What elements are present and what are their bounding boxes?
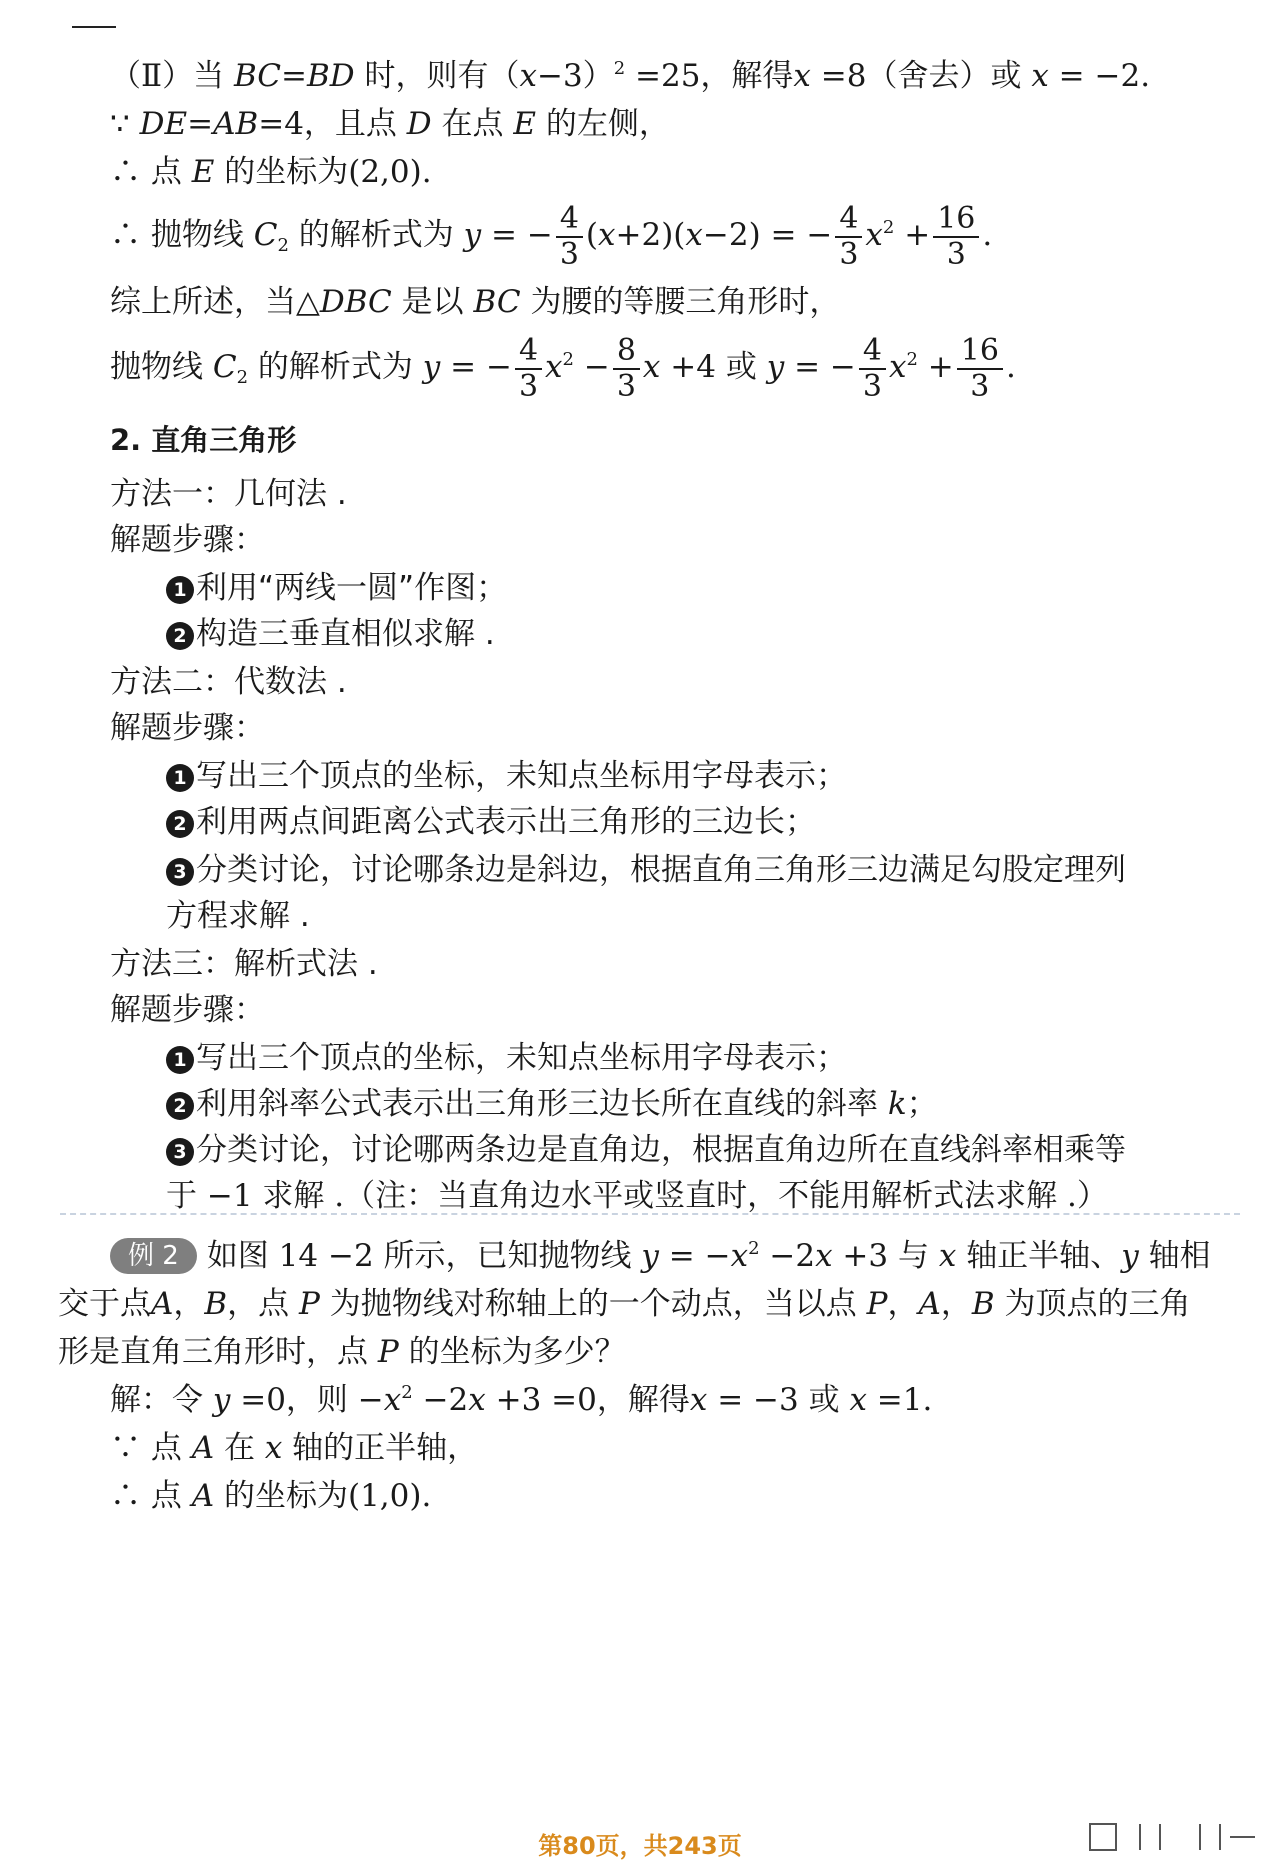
method-2-step-3-cont: 方程求解 . [166, 898, 310, 934]
method-2-title: 方法二：代数法 . [110, 664, 347, 700]
solution-line-3: ∴ 点 E 的坐标为(2,0). [110, 154, 432, 190]
method-2-step-2: 2 利用两点间距离公式表示出三角形的三边长； [166, 802, 816, 842]
fraction: $\frac{8}{3}$ [613, 334, 640, 404]
solution-line-1: （Ⅱ）当 BC=BD 时，则有$(x-3)^2 =25$，解得x =8（舍去）或 x = −2. [110, 58, 1151, 94]
fraction: $\frac{16}{3}$ [957, 334, 1003, 404]
example-line-1: 例 2 如图 14 −2 所示，已知抛物线 $y = -x^2 -2x +3$ 与 x 轴正半轴、y 轴相 [110, 1236, 1211, 1276]
step-number-1-icon: 1 [166, 1046, 194, 1074]
method-3-step-3: 3 分类讨论，讨论哪两条边是直角边，根据直角边所在直线斜率相乘等 [166, 1130, 1126, 1170]
fraction: $\frac{16}{3}$ [933, 202, 979, 272]
fraction: $\frac{4}{3}$ [835, 202, 862, 272]
example-line-3: 形是直角三角形时，点 P 的坐标为多少？ [58, 1334, 626, 1370]
solution-line-4: ∴ 抛物线 $C_2$ 的解析式为 y = − $\frac{4}{3}$ (x+2)(x−2) = − $\frac{4}{3}$ $x^2$ + $\frac{16}{3}$ . [110, 200, 993, 272]
solution-line-6: 抛物线 $C_2$ 的解析式为 y = − $\frac{4}{3}$ $x^2$ − $\frac{8}{3}$ x +4 或 y = − $\frac{4}{3}$ $x^2$ + $\frac{16}{3}$ . [110, 332, 1016, 404]
example-line-2: 交于点A，B，点 P 为抛物线对称轴上的一个动点，当以点 P，A，B 为顶点的三角 [58, 1286, 1191, 1322]
step-number-2-icon: 2 [166, 622, 194, 650]
method-2-step-1: 1 写出三个顶点的坐标，未知点坐标用字母表示； [166, 756, 847, 796]
example-badge: 例 2 [110, 1238, 197, 1274]
example-solution-3: ∴ 点 A 的坐标为(1,0). [110, 1478, 432, 1514]
method-1-steps-label: 解题步骤： [110, 522, 265, 558]
top-rule [72, 26, 116, 28]
step-number-1-icon: 1 [166, 576, 194, 604]
method-3-step-3-cont: 于 −1 求解 .（注：当直角边水平或竖直时，不能用解析式法求解 .） [166, 1178, 1108, 1214]
method-2-steps-label: 解题步骤： [110, 710, 265, 746]
method-1-step-2: 2 构造三垂直相似求解 . [166, 614, 495, 654]
solution-line-5: 综上所述，当△DBC 是以 BC 为腰的等腰三角形时， [110, 284, 841, 320]
step-number-2-icon: 2 [166, 1092, 194, 1120]
method-2-step-3: 3 分类讨论，讨论哪条边是斜边，根据直角三角形三边满足勾股定理列 [166, 850, 1126, 890]
method-3-step-2: 2 利用斜率公式表示出三角形三边长所在直线的斜率 k； [166, 1084, 938, 1124]
fraction: $\frac{4}{3}$ [556, 202, 583, 272]
section-divider [60, 1213, 1240, 1215]
section-heading: 2. 直角三角形 [110, 423, 297, 457]
step-number-3-icon: 3 [166, 858, 194, 886]
solution-line-2: ∵ DE=AB=4，且点 D 在点 E 的左侧， [110, 106, 670, 142]
fraction: $\frac{4}{3}$ [859, 334, 886, 404]
method-1-title: 方法一：几何法 . [110, 476, 347, 512]
step-number-3-icon: 3 [166, 1138, 194, 1166]
method-3-steps-label: 解题步骤： [110, 992, 265, 1028]
method-1-step-1: 1 利用“两线一圆”作图； [166, 568, 507, 608]
fraction: $\frac{4}{3}$ [515, 334, 542, 404]
method-3-step-1: 1 写出三个顶点的坐标，未知点坐标用字母表示； [166, 1038, 847, 1078]
example-solution-2: ∵ 点 A 在 x 轴的正半轴， [110, 1430, 479, 1466]
step-number-1-icon: 1 [166, 764, 194, 792]
method-3-title: 方法三：解析式法 . [110, 946, 378, 982]
example-solution-1: 解：令 y =0，则 $-x^2 -2x +3 =0$，解得x = −3 或 x =1. [110, 1382, 933, 1418]
step-number-2-icon: 2 [166, 810, 194, 838]
page-counter: 第80页，共243页 [538, 1832, 742, 1860]
